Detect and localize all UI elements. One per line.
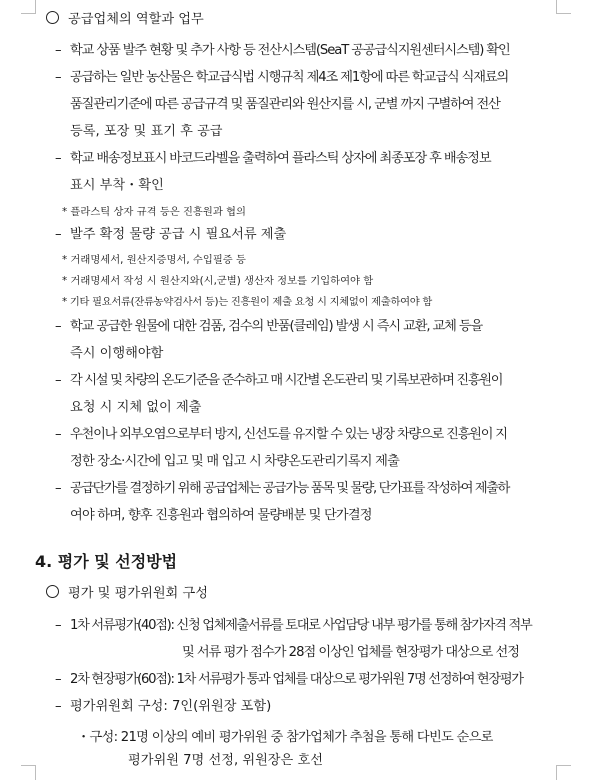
roles-item-5-line-2: 즉시 이행해야함 <box>70 346 164 361</box>
evaluation-subheading: 평가 및 평가위원회 구성 <box>46 585 208 602</box>
dash-bullet: – <box>55 151 62 166</box>
roles-note-4: * 기타 필요서류(잔류농약검사서 등)는 진흥원이 제출 요청 시 지체없이 제출하여야 함 <box>62 296 433 308</box>
evaluation-item-1-line-2: 및 서류 평가 점수가 28점 이상인 업체를 현장평가 대상으로 선정 <box>182 645 519 660</box>
roles-item-3-line-1: 학교 배송정보표시 바코드라벨을 출력하여 플라스틱 상자에 최종포장 후 배송정보 <box>70 151 491 166</box>
dash-bullet: – <box>55 70 62 85</box>
corner-mark-top-right <box>556 0 571 14</box>
roles-item-8-line-2: 여야 하며, 향후 진흥원과 협의하여 물량배분 및 단가결정 <box>70 508 372 523</box>
roles-item-2-line-3: 등록, 포장 및 표기 후 공급 <box>70 124 223 139</box>
dash-bullet: – <box>55 373 62 388</box>
evaluation-item-2: 2차 현장평가(60점): 1차 서류평가 통과 업체를 대상으로 평가위원 7명 선정하여 현장평가 <box>70 672 523 687</box>
dash-bullet: – <box>55 227 62 242</box>
dash-bullet: – <box>55 672 62 687</box>
roles-item-2-line-1: 공급하는 일반 농산물은 학교급식법 시행규칙 제4조 제1항에 따른 학교급식 식재료의 <box>70 70 509 85</box>
roles-heading: 공급업체의 역할과 업무 <box>46 11 204 28</box>
circle-bullet-icon <box>46 585 59 598</box>
roles-item-5-line-1: 학교 공급한 원물에 대한 검품, 검수의 반품(클레임) 발생 시 즉시 교환, 교체 등을 <box>70 319 483 334</box>
roles-item-2-line-2: 품질관리기준에 따른 공급규격 및 품질관리와 원산지를 시, 군별 까지 구별하여 전산 <box>70 97 500 112</box>
dash-bullet: – <box>55 481 62 496</box>
evaluation-item-3: 평가위원회 구성: 7인(위원장 포함) <box>70 699 272 714</box>
dash-bullet: – <box>55 43 62 58</box>
roles-item-7-line-1: 우천이나 외부오염으로부터 방지, 신선도를 유지할 수 있는 냉장 차량으로 진흥원이 지 <box>70 427 507 442</box>
dash-bullet: – <box>55 427 62 442</box>
roles-note-3: * 거래명세서 작성 시 원산지와(시,군별) 생산자 정보를 기입하여야 함 <box>62 275 374 287</box>
corner-mark-top-left <box>21 0 36 14</box>
roles-item-8-line-1: 공급단가를 결정하기 위해 공급업체는 공급가능 품목 및 물량, 단가표를 작성하여 제출하 <box>70 481 509 496</box>
evaluation-subitem-line-2: 평가위원 7명 선정, 위원장은 호선 <box>128 753 323 768</box>
dash-bullet: – <box>55 618 62 633</box>
dash-bullet: – <box>55 319 62 334</box>
roles-item-6-line-2: 요청 시 지체 없이 제출 <box>70 400 202 415</box>
roles-note-1: * 플라스틱 상자 규격 등은 진흥원과 협의 <box>62 206 246 218</box>
evaluation-item-1-line-1: 1차 서류평가(40점): 신청 업체제출서류를 토대로 사업담당 내부 평가를 통해 참가자격 적부 <box>70 618 532 633</box>
dash-bullet: – <box>55 699 62 714</box>
roles-item-6-line-1: 각 시설 및 차량의 온도기준을 준수하고 매 시간별 온도관리 및 기록보관하며 진흥원이 <box>70 373 503 388</box>
roles-item-3-line-2: 표시 부착・확인 <box>70 178 164 193</box>
circle-bullet-icon <box>46 11 59 24</box>
roles-item-4: 발주 확정 물량 공급 시 필요서류 제출 <box>70 227 287 242</box>
section-title: 4. 평가 및 선정방법 <box>35 552 178 571</box>
evaluation-subitem-line-1: ・구성: 21명 이상의 예비 평가위원 중 참가업체가 추첨을 통해 다빈도 순으로 <box>77 730 493 745</box>
roles-item-7-line-2: 정한 장소·시간에 입고 및 매 입고 시 차량온도관리기록지 제출 <box>70 454 400 469</box>
roles-item-1: 학교 상품 발주 현황 및 추가 사항 등 전산시스템(SeaT 공공급식지원센터시스템) 확인 <box>70 43 510 58</box>
roles-note-2: * 거래명세서, 원산지증명서, 수입필증 등 <box>62 254 246 266</box>
